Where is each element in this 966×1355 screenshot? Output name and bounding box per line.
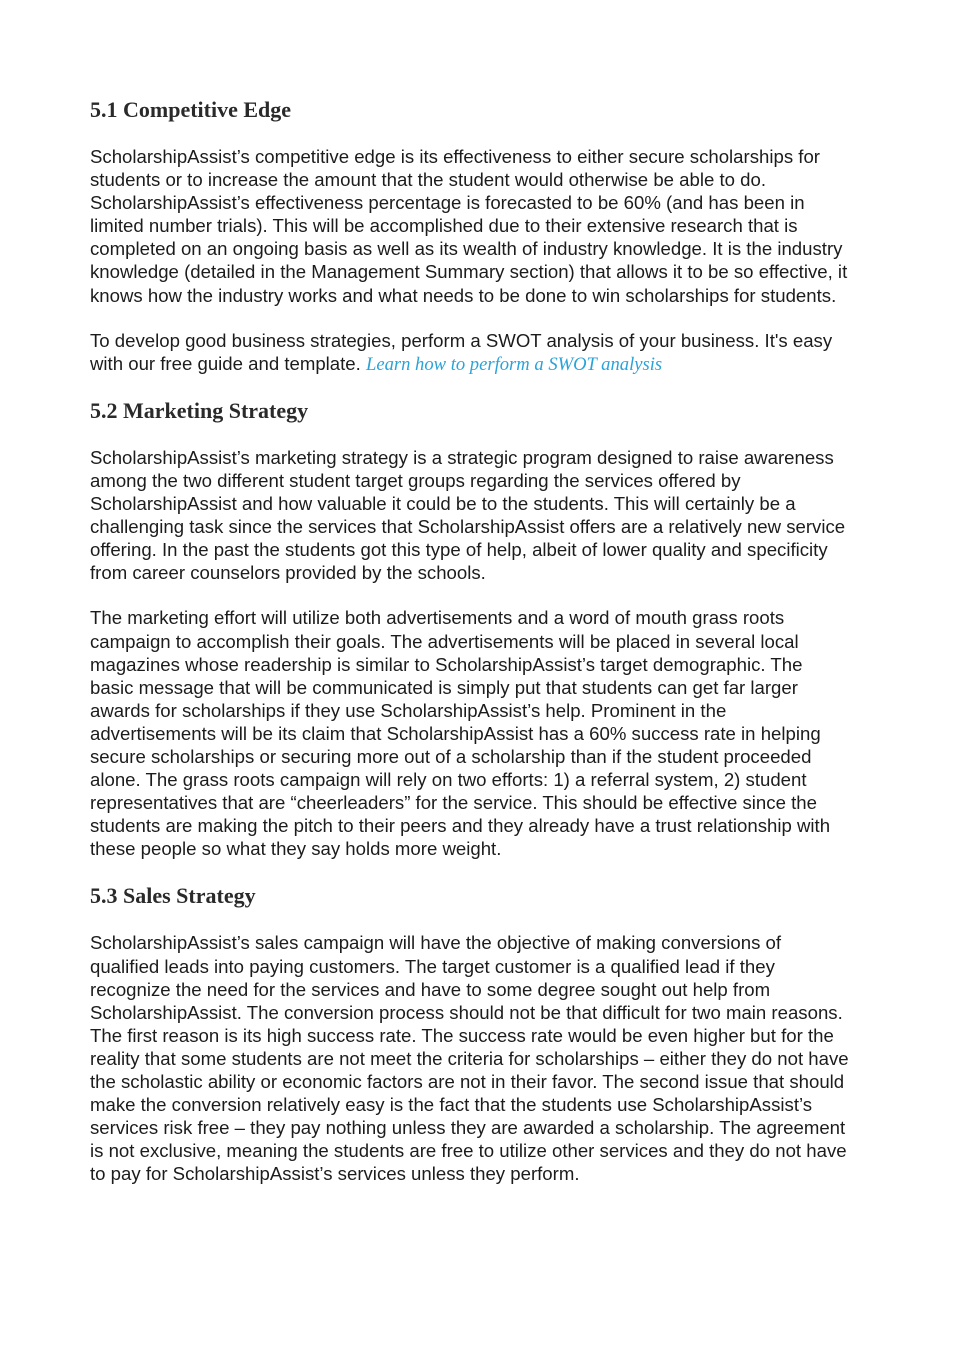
section-heading-competitive-edge: 5.1 Competitive Edge: [90, 97, 292, 122]
marketing-strategy-paragraph-1: ScholarshipAssist’s marketing strategy is a strategic program designed to raise awareness among the two different student target groups regarding the services offered by ScholarshipAssist and how valuable it could be to the students. This will certainly be a challenging task since the services that ScholarshipAssist offers are a relatively new service offering. In the past the students got this type of help, albeit of lower quality and specificity from career counselors provided by the schools.: [90, 446, 846, 584]
swot-text: To develop good business strategies, perform a SWOT analysis of your business. It's easy with our free guide and template.: [90, 329, 833, 374]
competitive-edge-paragraph: ScholarshipAssist’s competitive edge is its effectiveness to either secure scholarships for students or to increase the amount that the student would otherwise be able to do. ScholarshipAssist’s effectiveness percentage is forecasted to be 60% (and has been in limited number trials). This will be accomplished due to their extensive research that is completed on an ongoing basis as well as its wealth of industry knowledge. It is the industry knowledge (detailed in the Management Summary section) that allows it to be so effective, it knows how the industry works and what needs to be done to win scholarships for students.: [90, 146, 848, 306]
document-page: [90, 96, 850, 1185]
marketing-strategy-paragraph-2: The marketing effort will utilize both advertisements and a word of mouth grass roots campaign to accomplish their goals. The advertisements will be placed in several local magazines whose readership is similar to ScholarshipAssist’s target demographic. The basic message that will be communicated is simply put that students can get far larger awards for scholarships if they use ScholarshipAssist’s help. Prominent in the advertisements will be its claim that ScholarshipAssist has a 60% success rate in helping secure scholarships or securing more out of a scholarship than if the student proceeded alone. The grass roots campaign will rely on two efforts: 1) a referral system, 2) student representatives that are “cheerleaders” for the service. This should be effective since the students are making the pitch to their peers and they already have a trust relationship with these people so what they say holds more weight.: [90, 607, 831, 860]
sales-strategy-paragraph: ScholarshipAssist’s sales campaign will have the objective of making conversions of qualified leads into paying customers. The target customer is a qualified lead if they recognize the need for the services and have to some degree sought out help from ScholarshipAssist. The conversion process should not be that difficult for two main reasons. The first reason is its high success rate. The success rate would be even higher but for the reality that some students are not meet the criteria for scholarships – either they do not have the scholastic ability or economic factors are not in their favor. The second issue that should make the conversion relatively easy is the fact that the students use ScholarshipAssist’s services risk free – they pay nothing unless they are awarded a scholarship. The agreement is not exclusive, meaning the students are free to utilize other services and they do not have to pay for ScholarshipAssist’s services unless they perform.: [90, 932, 849, 1185]
swot-paragraph: [90, 329, 850, 376]
section-heading-marketing-strategy: 5.2 Marketing Strategy: [90, 397, 309, 423]
section-heading-sales-strategy: 5.3 Sales Strategy: [90, 883, 256, 909]
swot-analysis-link[interactable]: Learn how to perform a SWOT analysis: [365, 353, 663, 375]
